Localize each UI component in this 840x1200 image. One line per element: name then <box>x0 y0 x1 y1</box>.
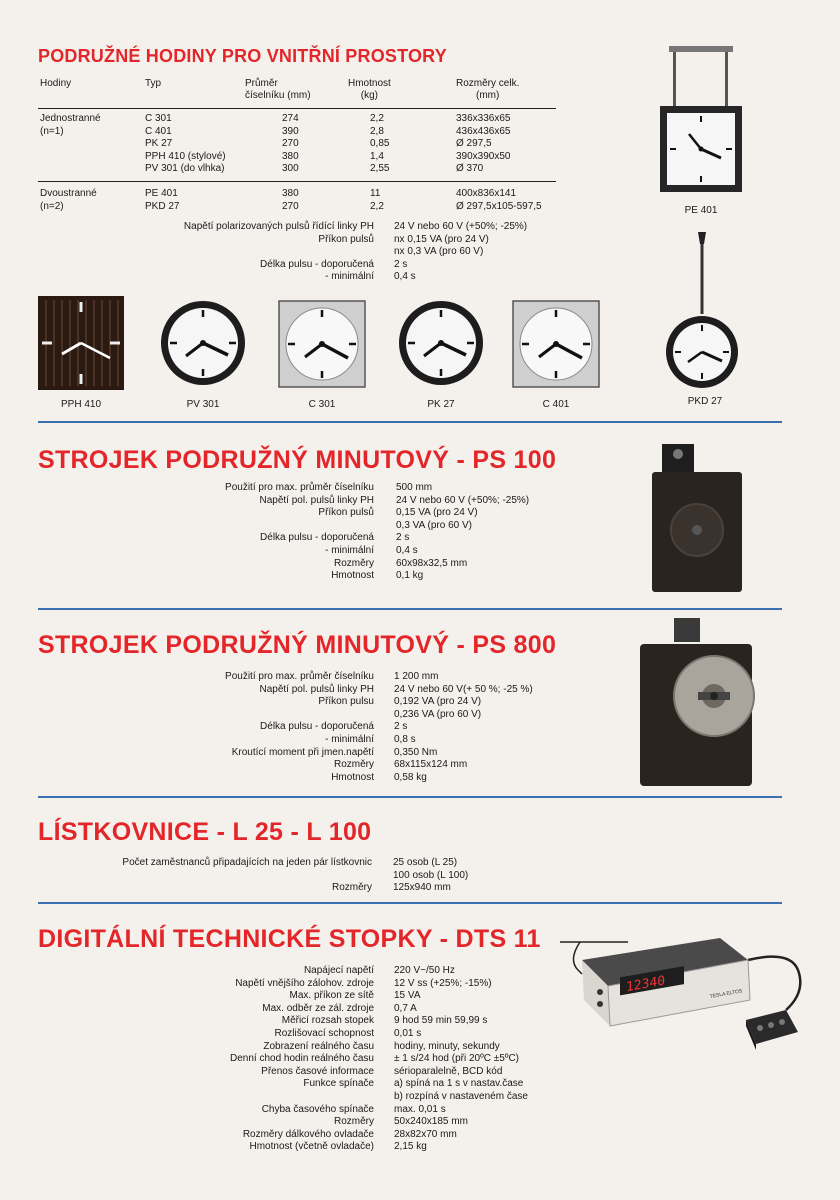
divider-3 <box>38 796 782 798</box>
clock-c301-image <box>278 300 366 388</box>
table-rule-mid <box>38 181 556 182</box>
caption-pph410: PPH 410 <box>60 399 102 410</box>
params-values: 24 V nebo 60 V (+50%; -25%) nx 0,15 VA (pro 24 V) nx 0,3 VA (pro 60 V) 2 s 0,4 s <box>394 221 528 283</box>
caption-pv301: PV 301 <box>186 399 220 410</box>
group1-prumer: 274 390 270 380 300 <box>282 113 299 175</box>
clock-pph410-image <box>38 296 126 392</box>
divider-4 <box>38 902 782 904</box>
section-title-l25: LÍSTKOVNICE - L 25 - L 100 <box>38 818 372 846</box>
clock-c401-image <box>512 300 600 388</box>
caption-c301: C 301 <box>308 399 336 410</box>
group1-label: Jednostranné (n=1) <box>40 113 101 137</box>
caption-pkd27: PKD 27 <box>687 396 723 407</box>
header-prumer: Průměr číselníku (mm) <box>245 78 311 101</box>
clock-pk27-image <box>398 300 484 386</box>
group1-typ: C 301 C 401 PK 27 PPH 410 (stylové) PV 301 (do vlhka) <box>145 113 226 175</box>
caption-pe401: PE 401 <box>684 205 718 216</box>
caption-c401: C 401 <box>542 399 570 410</box>
dts11-brand-label: TESLA ELTOS <box>709 988 743 1000</box>
group2-prumer: 380 270 <box>282 188 299 212</box>
caption-pk27: PK 27 <box>427 399 455 410</box>
header-hodiny: Hodiny <box>40 78 72 89</box>
group2-typ: PE 401 PKD 27 <box>145 188 180 212</box>
dts11-device-image <box>560 930 810 1060</box>
clock-pv301-image <box>160 300 246 386</box>
header-typ: Typ <box>145 78 162 89</box>
specs-dts11: Napájecí napětí 220 V~/50 Hz Napětí vnějšího zálohov. zdroje 12 V ss (+25%; -15%) Max. příkon ze sítě 15 VA Max. odběr ze zál. zdroje 0,7 A Měřicí rozsah stopek 9 hod 59 min 59,99 s Rozlišovací schopnost 0,01 s Zobrazení reálného času hodiny, minuty, sekundy Denní chod hodin reálného času ± 1 s/24 hod (při 20ºC ±5ºC) Přenos časové informace sérioparalelně, BCD kód Funkce spínače a) spíná na 1 s v nastav.čase b) rozpíná v nastaveném čase Chyba časového spínače max. 0,01 s Rozměry 50x240x185 mm Rozměry dálkového ovladače 28x82x70 mm Hmotnost (včetně ovladače) 2,15 kg <box>230 965 528 1153</box>
group2-label: Dvoustranné (n=2) <box>40 188 97 212</box>
ps100-mechanism-image <box>648 440 744 596</box>
header-hmotnost: Hmotnost (kg) <box>348 78 391 101</box>
section-title-dts11: DIGITÁLNÍ TECHNICKÉ STOPKY - DTS 11 <box>38 925 541 953</box>
specs-ps800: Použití pro max. průměr číselníku 1 200 mm Napětí pol. pulsů linky PH 24 V nebo 60 V(+ 50 %; -25 %) Příkon pulsu 0,192 VA (pro 24 V) 0,236 VA (pro 60 V) Délka pulsu - doporučená 2 s - minimální 0,8 s Kroutící moment při jmen.napětí 0,350 Nm Rozměry 68x115x124 mm Hmotnost 0,58 kg <box>225 671 533 783</box>
group2-hmotnost: 11 2,2 <box>370 188 384 212</box>
section-title-ps800: STROJEK PODRUŽNÝ MINUTOVÝ - PS 800 <box>38 631 557 659</box>
group1-hmotnost: 2,2 2,8 0,85 1,4 2,55 <box>370 113 390 175</box>
specs-ps100: Použití pro max. průměr číselníku 500 mm Napětí pol. pulsů linky PH 24 V nebo 60 V (+50%; -25%) Příkon pulsů 0,15 VA (pro 24 V) 0,3 VA (pro 60 V) Délka pulsu - doporučená 2 s - minimální 0,4 s Rozměry 60x98x32,5 mm Hmotnost 0,1 kg <box>225 482 530 582</box>
section-title-ps100: STROJEK PODRUŽNÝ MINUTOVÝ - PS 100 <box>38 446 557 474</box>
section-title-clocks: PODRUŽNÉ HODINY PRO VNITŘNÍ PROSTORY <box>38 46 447 66</box>
table-rule-top <box>38 108 556 109</box>
clock-pe401-image <box>655 44 745 204</box>
divider-2 <box>38 608 782 610</box>
clock-pkd27-image <box>664 230 740 390</box>
divider-1 <box>38 421 782 423</box>
group2-rozmery: 400x836x141 Ø 297,5x105-597,5 <box>456 188 542 212</box>
header-rozmery: Rozměry celk. (mm) <box>456 78 520 101</box>
params-labels: Napětí polarizovaných pulsů řídící linky PH Příkon pulsů Délka pulsu - doporučená - minimální <box>183 221 374 283</box>
specs-l25: Počet zaměstnanců připadajících na jeden pár lístkovnic 25 osob (L 25) 100 osob (L 100) Rozměry 125x940 mm <box>122 857 469 894</box>
ps800-mechanism-image <box>638 614 758 788</box>
dts11-display: 12340 <box>626 973 666 996</box>
group1-rozmery: 336x336x65 436x436x65 Ø 297,5 390x390x50 Ø 370 <box>456 113 511 175</box>
